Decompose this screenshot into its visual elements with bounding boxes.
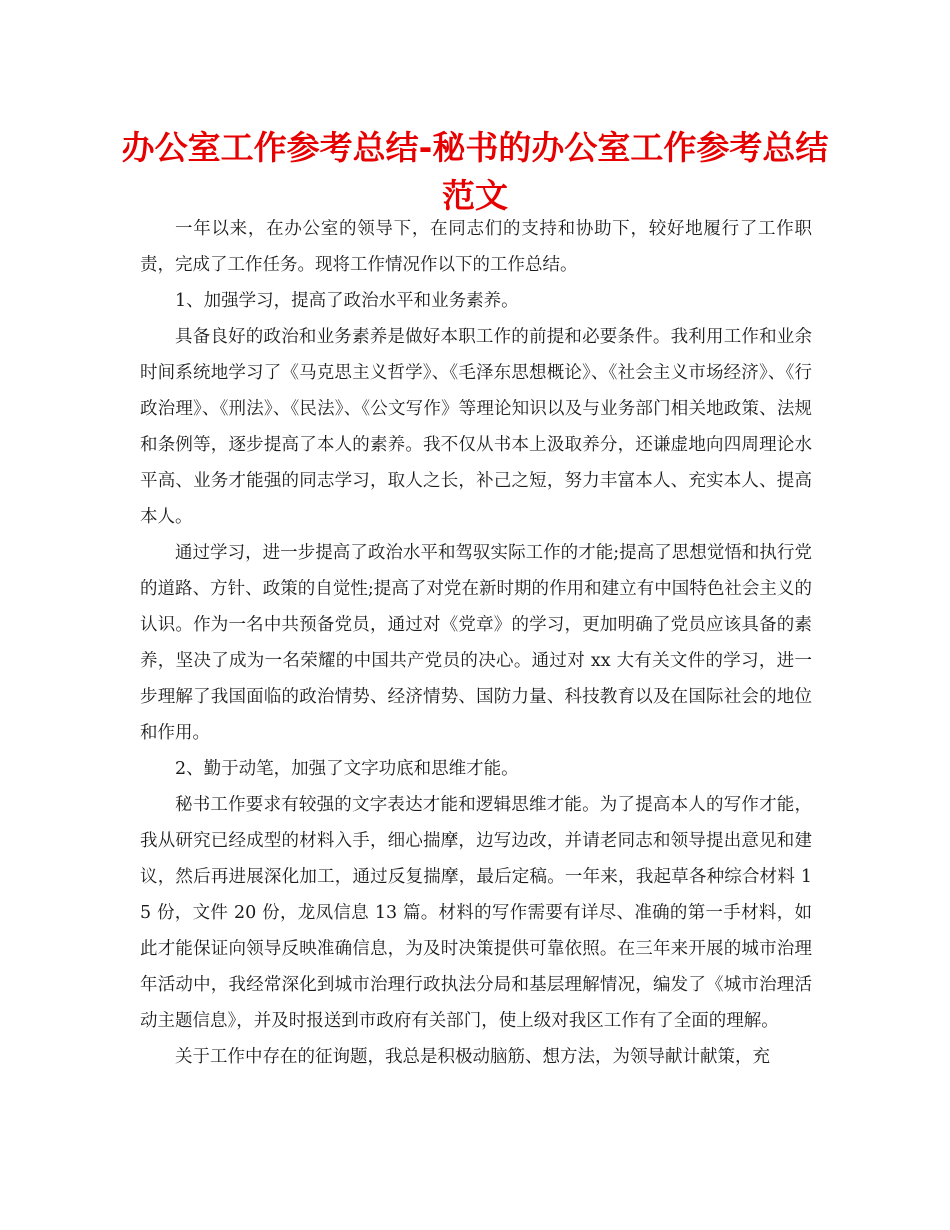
paragraph-problems: 关于工作中存在的征询题，我总是积极动脑筋、想方法，为领导献计献策，充 xyxy=(175,1047,770,1067)
paragraph-study: 具备良好的政治和业务素养是做好本职工作的前提和必要条件。我利用工作和业余时间系统地学习了《马克思主义哲学》、《毛泽东思想概论》、《社会主义市场经济》、《行政治理》、《刑法》、《民法》、《公文写作》等理论知识以及与业务部门相关地政策、法规和条例等，逐步提高了本人的素养。我不仅从书本上汲取养分，还谦虚地向四周理论水平高、业务才能强的同志学习，取人之长，补己之短，努力丰富本人、充实本人、提高本人。 xyxy=(140,327,812,527)
document-title: 办公室工作参考总结-秘书的办公室工作参考总结范文 xyxy=(121,128,829,215)
paragraph-heading-2: 2、勤于动笔，加强了文字功底和思维才能。 xyxy=(175,759,519,779)
paragraph-study-results: 通过学习，进一步提高了政治水平和驾驭实际工作的才能;提高了思想觉悟和执行党的道路、方针、政策的自觉性;提高了对党在新时期的作用和建立有中国特色社会主义的认识。作为一名中共预备党员，通过对《党章》的学习，更加明确了党员应该具备的素养，坚决了成为一名荣耀的中国共产党员的决心。通过对 xx 大有关文件的学习，进一步理解了我国面临的政治情势、经济情势、国防力量、科技教育以及在国际社会的地位和作用。 xyxy=(140,543,812,743)
paragraph-heading-1: 1、加强学习，提高了政治水平和业务素养。 xyxy=(175,291,519,311)
paragraph-writing: 秘书工作要求有较强的文字表达才能和逻辑思维才能。为了提高本人的写作才能，我从研究已经成型的材料入手，细心揣摩，边写边改，并请老同志和领导提出意见和建议，然后再进展深化加工，通过反复揣摩，最后定稿。一年来，我起草各种综合材料 15 份，文件 20 份，龙凤信息 13 篇。材料的写作需要有详尽、准确的第一手材料，如此才能保证向领导反映准确信息，为及时决策提供可靠依照。在三年来开展的城市治理年活动中，我经常深化到城市治理行政执法分局和基层理解情况，编发了《城市治理活动主题信息》，并及时报送到市政府有关部门，使上级对我区工作有了全面的理解。 xyxy=(140,795,812,1031)
paragraph-intro: 一年以来，在办公室的领导下，在同志们的支持和协助下，较好地履行了工作职责，完成了工作任务。现将工作情况作以下的工作总结。 xyxy=(140,219,812,275)
document-body xyxy=(140,211,812,1075)
